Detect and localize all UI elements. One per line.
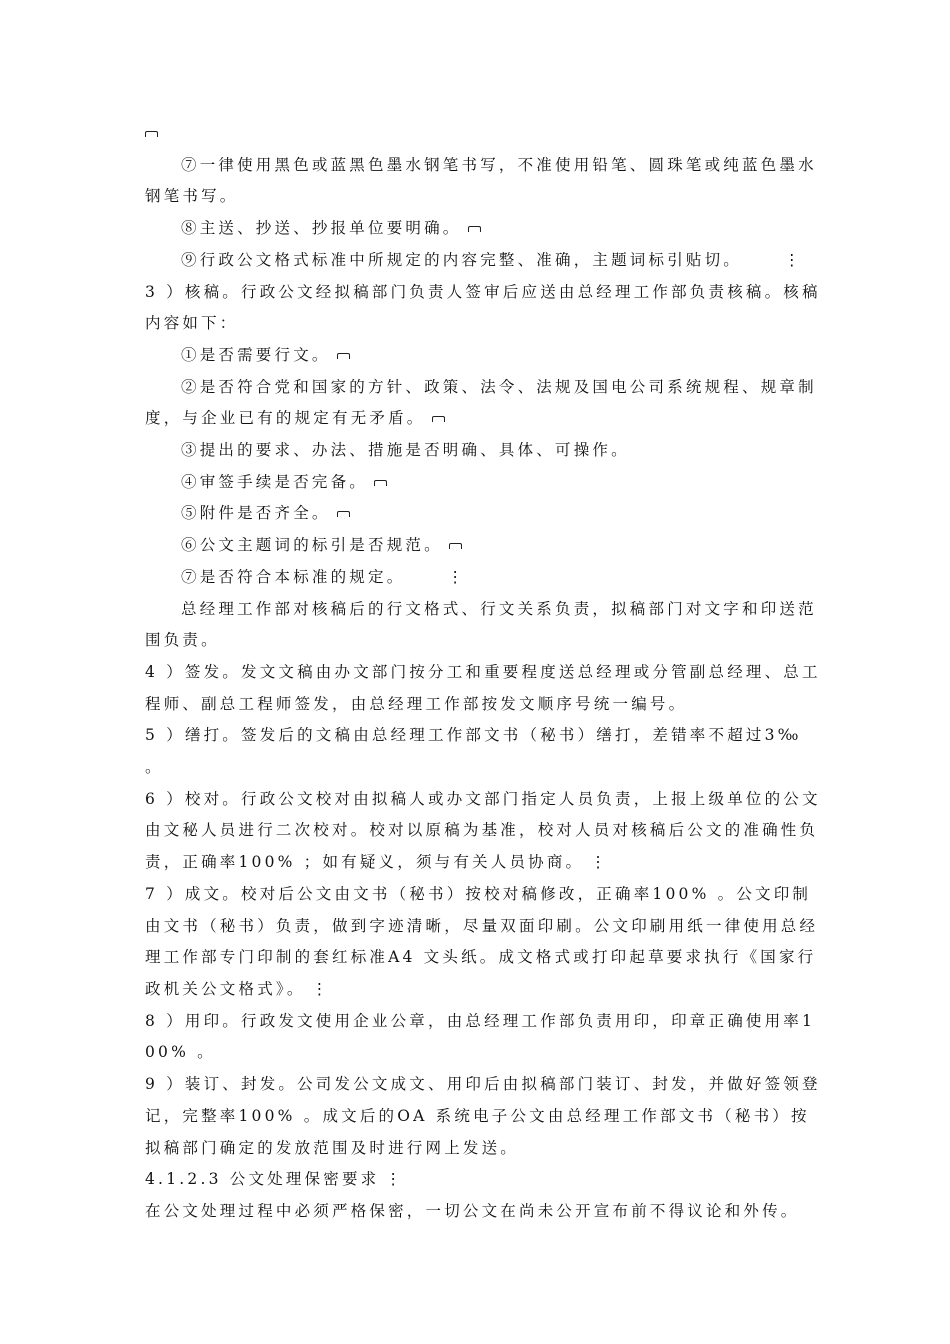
paragraph-item bbox=[145, 213, 825, 245]
paragraph-step bbox=[145, 277, 825, 340]
section-heading bbox=[145, 1164, 825, 1196]
paragraph-step bbox=[145, 1006, 825, 1069]
document-body bbox=[145, 118, 825, 1228]
paragraph-text: 在公文处理过程中必须严格保密，一切公文在尚未公开宣布前不得议论和外传。 bbox=[145, 1201, 800, 1220]
paragraph-text: 6 ）校对。行政公文校对由拟稿人或办文部门指定人员负责，上报上级单位的公文由文秘人员进行二次校对。校对以原稿为基准，校对人员对核稿后公文的准确性负责，正确率100% ；如有疑义，须与有关人员协商。 bbox=[145, 789, 821, 872]
paragraph-text: 总经理工作部对核稿后的行文格式、行文关系负责，拟稿部门对文字和印送范围负责。 bbox=[145, 599, 817, 650]
paragraph-return-icon bbox=[374, 480, 387, 486]
paragraph-text: ④审签手续是否完备。 bbox=[181, 472, 369, 491]
colon-mark-icon: ⋮ bbox=[311, 979, 331, 998]
paragraph-text: ②是否符合党和国家的方针、政策、法令、法规及国电公司系统规程、规章制度，与企业已有的规定有无矛盾。 bbox=[145, 377, 817, 428]
colon-mark-icon: ⋮ bbox=[447, 567, 467, 586]
paragraph-return-icon bbox=[337, 353, 350, 359]
paragraph-text: ⑧主送、抄送、抄报单位要明确。 bbox=[181, 219, 462, 238]
paragraph-return-icon bbox=[432, 416, 445, 422]
paragraph-text: 7 ）成文。校对后公文由文书（秘书）按校对稿修改，正确率100% 。公文印制由文书（秘书）负责，做到字迹清晰，尽量双面印刷。公文印刷用纸一律使用总经理工作部专门印制的套红标准A4 文头纸。成文格式或打印起草要求执行《国家行政机关公文格式》。 bbox=[145, 884, 819, 998]
section-heading-text: 4.1.2.3 公文处理保密要求 bbox=[145, 1170, 380, 1189]
paragraph-text: ⑥公文主题词的标引是否规范。 bbox=[181, 536, 443, 555]
paragraph-text: ③提出的要求、办法、措施是否明确、具体、可操作。 bbox=[181, 441, 630, 460]
paragraph-text: 5 ）缮打。签发后的文稿由总经理工作部文书（秘书）缮打，差错率不超过3‰ 。 bbox=[145, 726, 802, 777]
colon-mark-icon: ⋮ bbox=[385, 1170, 405, 1189]
paragraph-item bbox=[145, 340, 825, 372]
paragraph-step bbox=[145, 657, 825, 720]
paragraph-return-icon bbox=[449, 543, 462, 549]
paragraph-item bbox=[145, 245, 825, 277]
colon-mark-icon: ⋮ bbox=[784, 250, 803, 269]
paragraph-step bbox=[145, 1069, 825, 1164]
paragraph-text: 8 ）用印。行政发文使用企业公章，由总经理工作部负责用印，印章正确使用率100% 。 bbox=[145, 1011, 816, 1062]
paragraph-text: 4 ）签发。发文文稿由办文部门按分工和重要程度送总经理或分管副总经理、总工程师、副总工程师签发，由总经理工作部按发文顺序号统一编号。 bbox=[145, 662, 821, 713]
paragraph-step bbox=[145, 784, 825, 879]
paragraph-step bbox=[145, 720, 825, 783]
paragraph-step bbox=[145, 879, 825, 1006]
paragraph-return-icon bbox=[145, 131, 158, 137]
paragraph-text: ⑨行政公文格式标准中所规定的内容完整、准确，主题词标引贴切。 bbox=[181, 250, 743, 269]
paragraph-text: ⑦是否符合本标准的规定。 bbox=[181, 567, 406, 586]
paragraph-text: ⑦一律使用黑色或蓝黑色墨水钢笔书写，不准使用铅笔、圆珠笔或纯蓝色墨水钢笔书写。 bbox=[145, 155, 817, 206]
paragraph-item bbox=[145, 150, 825, 213]
paragraph-text: 9 ）装订、封发。公司发公文成文、用印后由拟稿部门装订、封发，并做好签领登记，完整率100% 。成文后的OA 系统电子公文由总经理工作部文书（秘书）按拟稿部门确定的发放范围及时进行网上发送。 bbox=[145, 1075, 821, 1157]
paragraph-return-icon bbox=[337, 511, 350, 517]
paragraph-mark-line bbox=[145, 118, 825, 150]
paragraph-return-icon bbox=[468, 226, 481, 232]
paragraph-item bbox=[145, 530, 825, 562]
paragraph-item bbox=[145, 467, 825, 499]
paragraph-text: ①是否需要行文。 bbox=[181, 345, 331, 364]
paragraph-body bbox=[145, 1196, 825, 1228]
paragraph-item bbox=[145, 498, 825, 530]
colon-mark-icon: ⋮ bbox=[590, 853, 609, 872]
paragraph-item bbox=[145, 372, 825, 435]
paragraph-item bbox=[145, 435, 825, 467]
paragraph-note bbox=[145, 594, 825, 657]
paragraph-text: 3 ）核稿。行政公文经拟稿部门负责人签审后应送由总经理工作部负责核稿。核稿内容如下： bbox=[145, 282, 821, 333]
paragraph-item bbox=[145, 562, 825, 594]
paragraph-text: ⑤附件是否齐全。 bbox=[181, 504, 331, 523]
